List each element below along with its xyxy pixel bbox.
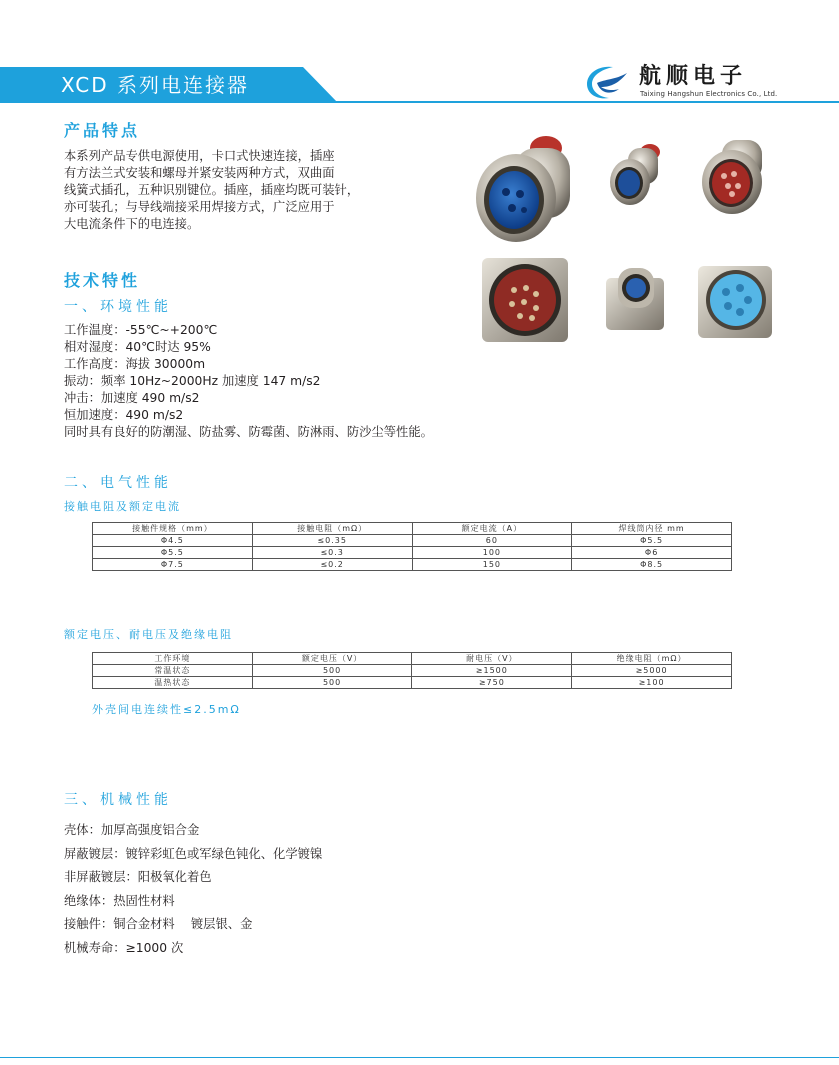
table-cell: ≥5000 — [572, 665, 732, 677]
company-name: 航顺电子 — [639, 64, 748, 89]
table-row — [93, 559, 732, 571]
table-cell: ≤0.3 — [252, 547, 412, 559]
mechanical-line: 屏蔽镀层：镀锌彩虹色或军绿色钝化、化学镀镍 — [64, 846, 323, 861]
contact-resistance-table — [92, 522, 732, 571]
table-row — [93, 677, 732, 689]
table-cell: Φ4.5 — [93, 535, 253, 547]
mechanical-heading: 三、机械性能 — [64, 792, 172, 808]
table-header-cell: 耐电压（V） — [412, 653, 572, 665]
table-cell: 温热状态 — [93, 677, 253, 689]
features-line: 有方法兰式安装和螺母并紧安装两种方式，双曲面 — [64, 166, 335, 180]
table-cell: ≤0.2 — [252, 559, 412, 571]
env-line: 相对湿度：40℃时达 95% — [64, 340, 211, 354]
table-cell: 500 — [252, 677, 412, 689]
table-cell: 150 — [412, 559, 572, 571]
table-header-cell: 额定电压（V） — [252, 653, 412, 665]
mechanical-line: 非屏蔽镀层：阳极氧化着色 — [64, 870, 212, 884]
table-row — [93, 665, 732, 677]
table-cell: Φ6 — [572, 547, 732, 559]
table-cell: 100 — [412, 547, 572, 559]
mechanical-line: 绝缘体：热固性材料 — [64, 893, 175, 908]
table-header-cell: 工作环境 — [93, 653, 253, 665]
table-header-cell: 焊线筒内径 mm — [572, 523, 732, 535]
features-heading: 产品特点 — [64, 121, 141, 140]
table-cell: 常温状态 — [93, 665, 253, 677]
env-line: 振动：频率 10Hz~2000Hz 加速度 147 m/s2 — [64, 374, 321, 388]
table-cell: ≥750 — [412, 677, 572, 689]
connector-red-plug-image — [698, 136, 770, 216]
table-cell: Φ8.5 — [572, 559, 732, 571]
mechanical-list — [64, 819, 322, 960]
env-line: 恒加速度：490 m/s2 — [64, 408, 184, 422]
table-cell: ≤0.35 — [252, 535, 412, 547]
table-row — [93, 547, 732, 559]
tech-heading: 技术特性 — [64, 271, 141, 290]
table-cell: 60 — [412, 535, 572, 547]
page-title: XCD 系列电连接器 — [61, 73, 249, 97]
table-cell: ≥100 — [572, 677, 732, 689]
footer-rule — [0, 1057, 839, 1058]
features-line: 线簧式插孔，五种识别键位。插座，插座均既可装针， — [64, 183, 360, 197]
table-header-cell: 接触电阻（mΩ） — [252, 523, 412, 535]
receptacle-square-blue-image — [696, 262, 776, 342]
features-line: 本系列产品专供电源使用，卡口式快速连接，插座 — [64, 149, 335, 163]
env-line: 同时具有良好的防潮湿、防盐雾、防霉菌、防淋雨、防沙尘等性能。 — [64, 425, 433, 439]
shell-continuity-note: 外壳间电连续性≤2.5mΩ — [92, 703, 241, 716]
connector-small-plug-image — [608, 138, 666, 208]
features-line: 大电流条件下的电连接。 — [64, 217, 200, 231]
env-line: 工作高度：海拔 30000m — [64, 357, 206, 371]
company-english-name: Taixing Hangshun Electronics Co., Ltd. — [640, 90, 778, 98]
table-cell: Φ5.5 — [93, 547, 253, 559]
connector-blue-plug-image — [474, 128, 584, 248]
table-cell: ≥1500 — [412, 665, 572, 677]
table2-title: 额定电压、耐电压及绝缘电阻 — [64, 628, 233, 641]
table1-title: 接触电阻及额定电流 — [64, 500, 181, 513]
mechanical-line: 机械寿命：≥1000 次 — [64, 940, 184, 955]
swallow-logo-icon — [583, 63, 629, 101]
mechanical-line: 壳体：加厚高强度铝合金 — [64, 823, 200, 837]
table-header-row — [93, 523, 732, 535]
table-cell: Φ5.5 — [572, 535, 732, 547]
electrical-heading: 二、电气性能 — [64, 475, 172, 491]
mechanical-line: 接触件：铜合金材料 镀层银、金 — [64, 917, 253, 931]
voltage-insulation-table — [92, 652, 732, 689]
receptacle-square-red-image — [478, 254, 572, 346]
table-cell: Φ7.5 — [93, 559, 253, 571]
env-heading: 一、环境性能 — [64, 299, 172, 315]
table-header-cell: 绝缘电阻（mΩ） — [572, 653, 732, 665]
features-line: 亦可装孔；与导线端接采用焊接方式，广泛应用于 — [64, 200, 335, 214]
table-row — [93, 535, 732, 547]
env-line: 工作温度：-55℃~+200℃ — [64, 323, 218, 337]
env-list — [64, 322, 433, 441]
env-line: 冲击：加速度 490 m/s2 — [64, 391, 200, 405]
table-header-cell: 额定电流（A） — [412, 523, 572, 535]
receptacle-square-small-image — [604, 266, 668, 332]
table-header-cell: 接触件规格（mm） — [93, 523, 253, 535]
features-paragraph — [64, 148, 359, 233]
table-header-row — [93, 653, 732, 665]
table-cell: 500 — [252, 665, 412, 677]
